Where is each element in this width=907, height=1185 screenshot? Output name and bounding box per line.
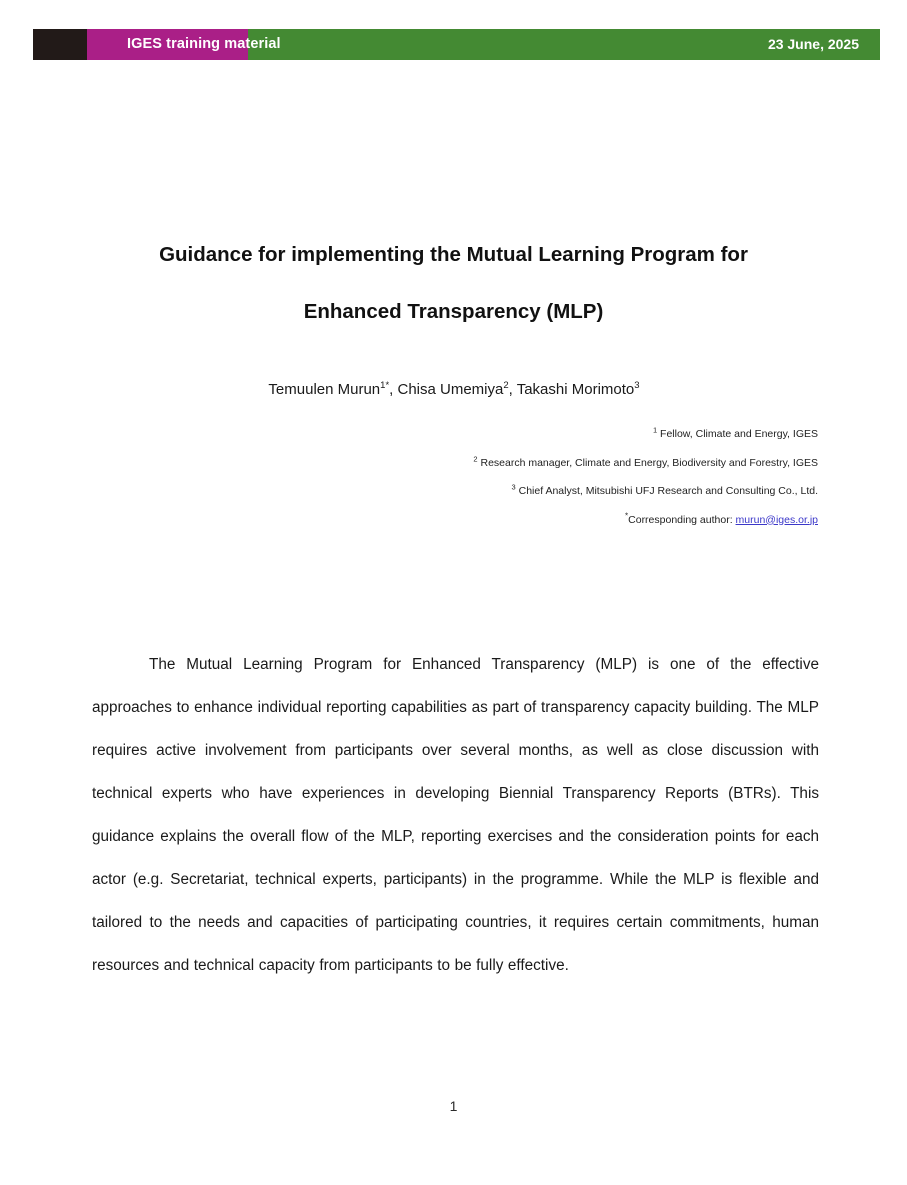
header-label: IGES training material [127, 36, 281, 52]
author-sep-2: , [508, 381, 517, 398]
corresponding-author-email-link[interactable]: murun@iges.or.jp [735, 513, 818, 526]
abstract-paragraph: The Mutual Learning Program for Enhanced Transparency (MLP) is one of the effective approaches to enhance individual reporting capabilities as part of transparency capacity building. The MLP requires active involvement from participants over several months, as well as close discussion with technical experts who have experiences in developing Biennial Transparency Reports (BTRs). This guidance explains the overall flow of the MLP, reporting exercises and the consideration points for each actor (e.g. Secretariat, technical experts, participants) in the programme. While the MLP is flexible and tailored to the needs and capacities of participating countries, it requires certain commitments, human resources and technical capacity from participants to be fully effective. [92, 656, 819, 975]
affiliation-2-text: Research manager, Climate and Energy, Biodiversity and Forestry, IGES [480, 456, 818, 469]
affiliation-1-text: Fellow, Climate and Energy, IGES [660, 428, 818, 440]
author-list [90, 380, 818, 400]
page-number: 1 [449, 1098, 458, 1114]
affiliation-block [90, 420, 818, 534]
corresponding-author-star: * [625, 511, 629, 520]
affiliation-1-marker: 1 [652, 425, 658, 435]
affiliation-2-marker: 2 [473, 454, 478, 463]
running-header [33, 29, 880, 60]
author-sep-1: , [389, 381, 398, 398]
corresponding-author-label: Corresponding author: [628, 513, 736, 526]
header-dark-block [33, 29, 87, 60]
affiliation-3 [90, 477, 818, 506]
affiliation-3-text: Chief Analyst, Mitsubishi UFJ Research and Consulting Co., Ltd. [518, 485, 818, 497]
author-3-marker: 3 [634, 380, 640, 391]
affiliation-3-marker: 3 [511, 482, 516, 492]
page-title [90, 226, 817, 340]
author-3-name: Takashi Morimoto [516, 381, 635, 398]
author-2-name: Chisa Umemiya [397, 381, 504, 398]
author-1-marker: 1* [380, 380, 390, 391]
header-date: 23 June, 2025 [767, 36, 859, 52]
affiliation-2 [90, 449, 818, 478]
corresponding-author [90, 506, 818, 535]
author-2-marker: 2 [503, 380, 509, 391]
page-title-line-1: Guidance for implementing the Mutual Learning Program for [159, 242, 748, 266]
affiliation-1 [90, 420, 818, 449]
author-1-name: Temuulen Murun [268, 381, 381, 398]
page-title-line-2: Enhanced Transparency (MLP) [303, 299, 604, 323]
